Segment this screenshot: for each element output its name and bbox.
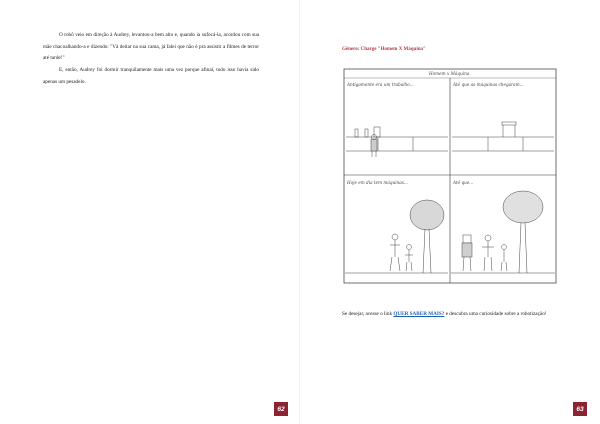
comic-caption-1: Antigamente era um trabalho...	[347, 82, 414, 87]
comic-caption-4: Até que...	[453, 180, 474, 185]
comic-caption-2: Até que as máquinas chegaram...	[453, 82, 524, 87]
comic-caption-3: Hoje em dia tem máquinas...	[347, 180, 408, 185]
story-paragraph-1: O robô veio em direção à Audrey, levantou-a bem alto e, quando ia sufocá-la, acordou com sua mãe chacoalhando-a e dizendo: "Vá deitar na sua cama, já falei que não é pra assistir a filmes de terror até tarde!"	[43, 32, 259, 61]
link-note-text-end: e descubra uma curiosidade sobre a robotização!	[444, 311, 547, 317]
comic-heading: Gênero: Charge "Homem X Máquina"	[342, 47, 426, 52]
story-paragraph-2: E, então, Audrey foi dormir tranquilamente mais uma vez porque afinal, tudo isso havia sido apenas um pesadelo.	[43, 67, 259, 85]
link-note-text: Se desejar, acesse o link	[342, 311, 394, 317]
page-number-right: 63	[573, 402, 587, 416]
link-note	[342, 308, 558, 321]
comic-title: Homem x Máquina	[429, 71, 470, 76]
page-number-left: 62	[274, 402, 288, 416]
comic-drawing	[343, 67, 557, 287]
quer-saber-mais-link[interactable]: QUER SABER MAIS?	[393, 311, 445, 317]
